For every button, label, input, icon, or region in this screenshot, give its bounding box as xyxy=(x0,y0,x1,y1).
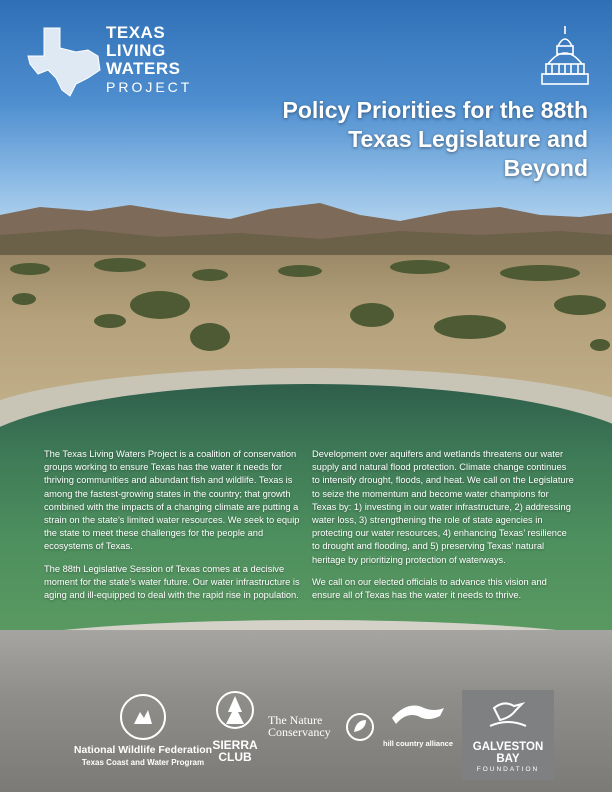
nwf-seal-icon xyxy=(120,694,166,740)
title-line1: Policy Priorities for the 88th xyxy=(282,97,588,123)
nwf-logo xyxy=(58,690,228,770)
paragraph: The Texas Living Waters Project is a coalition of conservation groups working to ensure Texas has the water it needs for thriving communities and abundant fish and wildlife. Texas is among the fastest-growing states in the country; that growth combined with the impacts of a changing climate are putting a strain on the state’s limited water resources. We seek to equip the state to meet these challenges for the people and ecosystems of Texas. xyxy=(44,449,300,552)
hca-name: hill country alliance xyxy=(382,739,454,748)
sierra-line1: SIERRA xyxy=(212,738,258,752)
hill-country-alliance-logo xyxy=(380,694,456,770)
gbf-name: GALVESTON BAY xyxy=(472,741,544,765)
title-line2: Texas Legislature and Beyond xyxy=(348,126,588,181)
nwf-program: Texas Coast and Water Program xyxy=(81,758,205,767)
paragraph: We call on our elected officials to advance this vision and ensure all of Texas has the water it needs to thrive. xyxy=(312,576,547,601)
brand-line2: LIVING xyxy=(106,41,166,60)
nwf-name: National Wildlife Federation xyxy=(73,744,213,756)
brand-line4: PROJECT xyxy=(106,79,193,95)
sierra-club-logo xyxy=(208,690,262,770)
capitol-dome-icon xyxy=(540,24,590,90)
galveston-bay-foundation-logo xyxy=(462,690,554,780)
project-logo xyxy=(26,23,193,104)
intro-column-left xyxy=(44,448,302,611)
page-title xyxy=(268,96,588,183)
sierra-tree-icon xyxy=(215,690,255,734)
sierra-line2: CLUB xyxy=(218,750,252,764)
brand-line3: WATERS xyxy=(106,59,181,78)
texas-map-icon xyxy=(26,26,102,98)
partner-logos xyxy=(0,690,612,780)
tnc-line1: The Nature xyxy=(268,713,323,727)
tnc-leaf-icon xyxy=(346,712,374,742)
gbf-subtitle: FOUNDATION xyxy=(476,766,540,773)
gbf-heron-icon xyxy=(488,696,528,732)
nature-conservancy-logo xyxy=(268,712,378,752)
intro-column-right xyxy=(312,448,574,611)
paragraph: The 88th Legislative Session of Texas comes at a decisive moment for the state’s water future. Our water infrastructure is aging and ill-equipped to deal with the rapid rise in population. xyxy=(44,563,300,601)
tnc-line2: Conservancy xyxy=(268,725,331,739)
hca-hands-icon xyxy=(388,694,448,734)
brand-line1: TEXAS xyxy=(106,23,166,42)
paragraph: Development over aquifers and wetlands threatens our water supply and natural flood protection. Climate change continues to intensify drought, floods, and heat. We call on the Legislature to seize the momentum and become water champions for Texas by: 1) investing in our water infrastructure, 2) addressing water loss, 3) strengthening the role of state agencies in protecting our water resources, 4) enhancing Texas’ resilience to drought and flooding, and 5) preserving Texas’ natural heritage by prioritizing protection of waterways. xyxy=(312,449,574,565)
